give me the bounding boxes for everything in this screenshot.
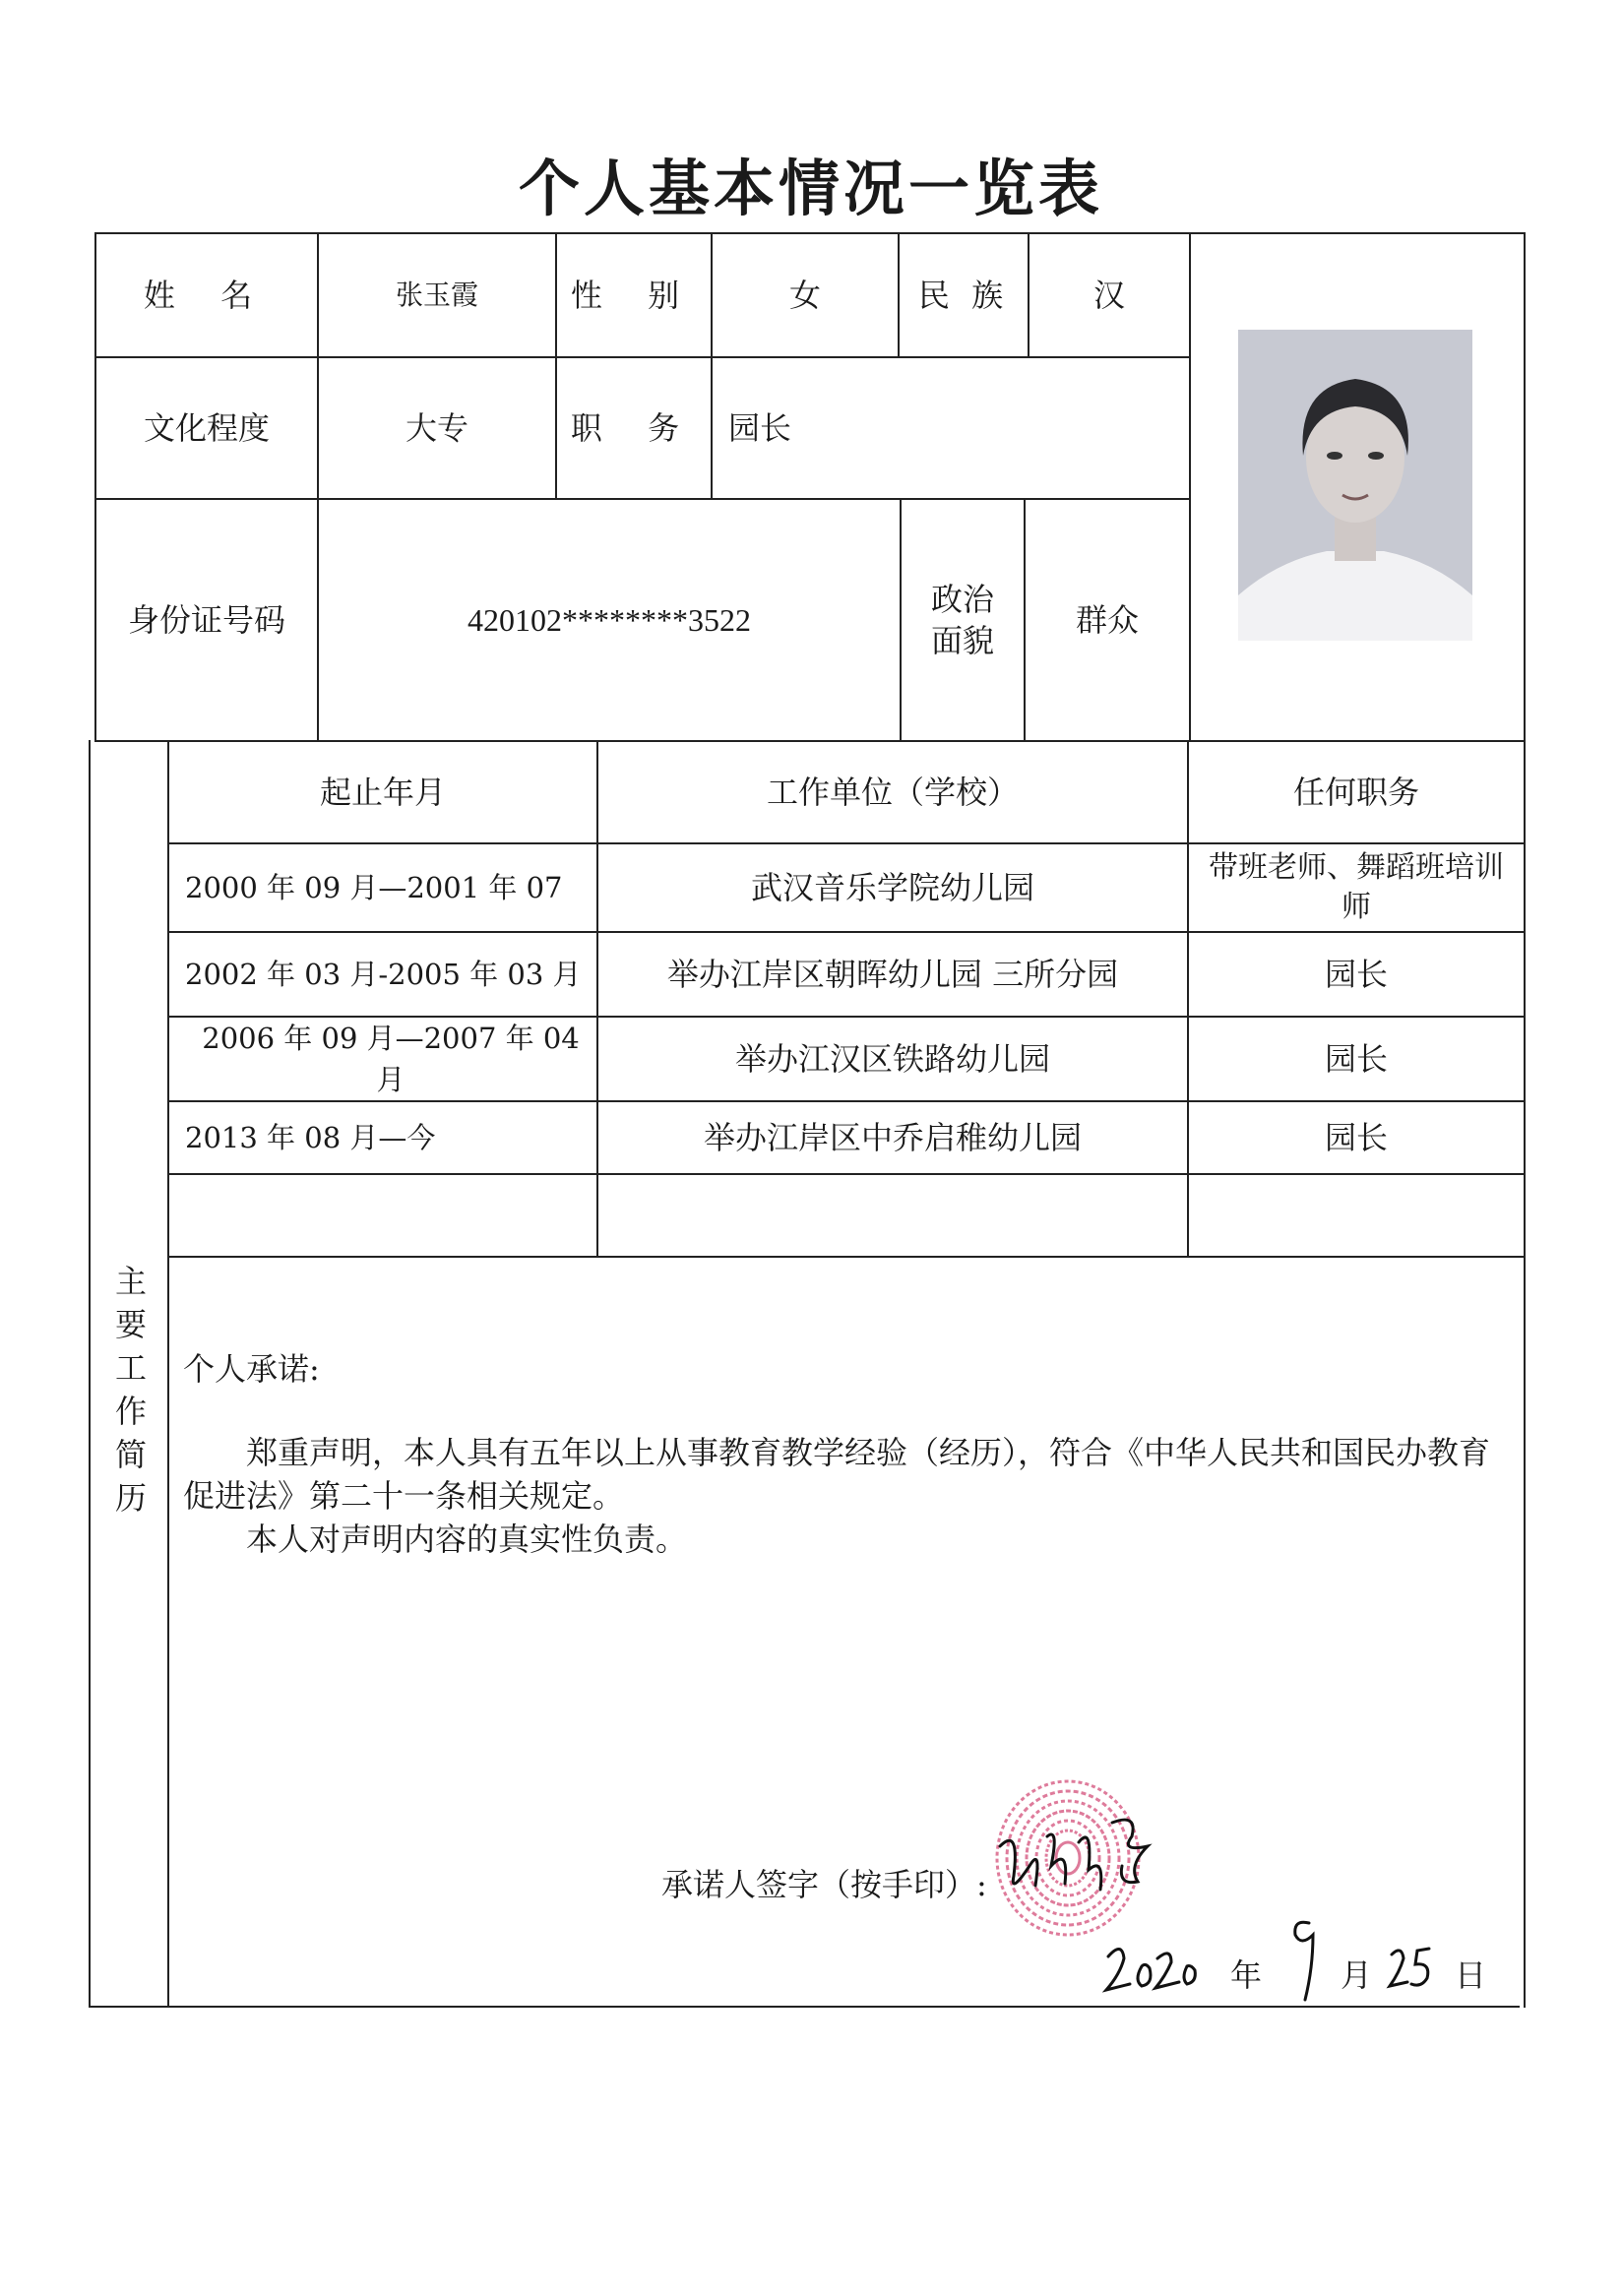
ethnicity-label: 民 族 [917, 277, 1010, 314]
gender-value: 女 [788, 277, 821, 314]
signature-label: 承诺人签字（按手印）: [661, 1866, 987, 1903]
document-title: 个人基本情况一览表 [518, 153, 1103, 224]
ethnicity-value: 汉 [1092, 277, 1125, 314]
position-label: 职 务 [570, 409, 698, 447]
portrait-icon [1238, 330, 1472, 641]
work-section-label: 主 要 工 作 简 历 [114, 1263, 147, 1517]
row3-period: 2006 年 09 月—2007 年 04 月 [202, 1022, 580, 1096]
political-label-line1: 政治 [930, 581, 994, 618]
row3-unit: 举办江汉区铁路幼儿园 [734, 1040, 1050, 1078]
header-role: 任何职务 [1292, 774, 1419, 811]
frame-right [1524, 232, 1526, 2008]
row4-role: 园长 [1324, 1119, 1388, 1156]
row2-unit: 举办江岸区朝晖幼儿园 三所分园 [666, 956, 1119, 993]
handwritten-signature [990, 1807, 1167, 1915]
frame-left-lower [89, 740, 91, 2008]
work-row-line-6 [167, 1256, 1524, 1258]
commitment-text [183, 1431, 1502, 1561]
day-label: 日 [1455, 1956, 1487, 1994]
handwritten-year [1100, 1935, 1199, 2004]
id-value: 420102********3522 [468, 602, 751, 638]
month-label: 月 [1341, 1956, 1373, 1994]
col-line-f [1189, 232, 1191, 740]
handwritten-month [1279, 1909, 1329, 2008]
political-label [902, 500, 1024, 740]
row1-role: 带班老师、舞蹈班培训师 [1209, 850, 1504, 924]
gender-label: 性 别 [570, 277, 698, 314]
political-label-line2: 面貌 [930, 622, 994, 659]
row2-role: 园长 [1324, 956, 1388, 993]
commitment-title: 个人承诺: [183, 1350, 320, 1388]
year-label: 年 [1230, 1956, 1263, 1994]
commitment-paragraph-1: 郑重声明，本人具有五年以上从事教育教学经验（经历），符合《中华人民共和国民办教育促进法》第二十一条相关规定。 [183, 1434, 1491, 1515]
header-period: 起止年月 [319, 774, 446, 811]
header-unit: 工作单位（学校） [766, 774, 1019, 811]
row1-unit: 武汉音乐学院幼儿园 [750, 869, 1034, 906]
education-label: 文化程度 [143, 409, 270, 447]
id-label: 身份证号码 [127, 601, 285, 639]
portrait-photo [1238, 330, 1472, 641]
row1-period: 2000 年 09 月—2001 年 07 [185, 871, 563, 904]
education-value: 大专 [405, 409, 468, 447]
row4-period: 2013 年 08 月—今 [185, 1121, 436, 1154]
name-value: 张玉霞 [395, 279, 478, 311]
handwritten-day [1384, 1941, 1443, 2000]
work-row-line-5 [167, 1173, 1524, 1175]
commitment-paragraph-2: 本人对声明内容的真实性负责。 [246, 1520, 688, 1558]
political-value: 群众 [1075, 601, 1139, 639]
name-label: 姓 名 [143, 277, 271, 314]
row3-role: 园长 [1324, 1040, 1388, 1078]
position-value: 园长 [728, 409, 792, 447]
row4-unit: 举办江岸区中乔启稚幼儿园 [703, 1119, 1082, 1156]
row2-period: 2002 年 03 月-2005 年 03 月 [185, 958, 582, 991]
